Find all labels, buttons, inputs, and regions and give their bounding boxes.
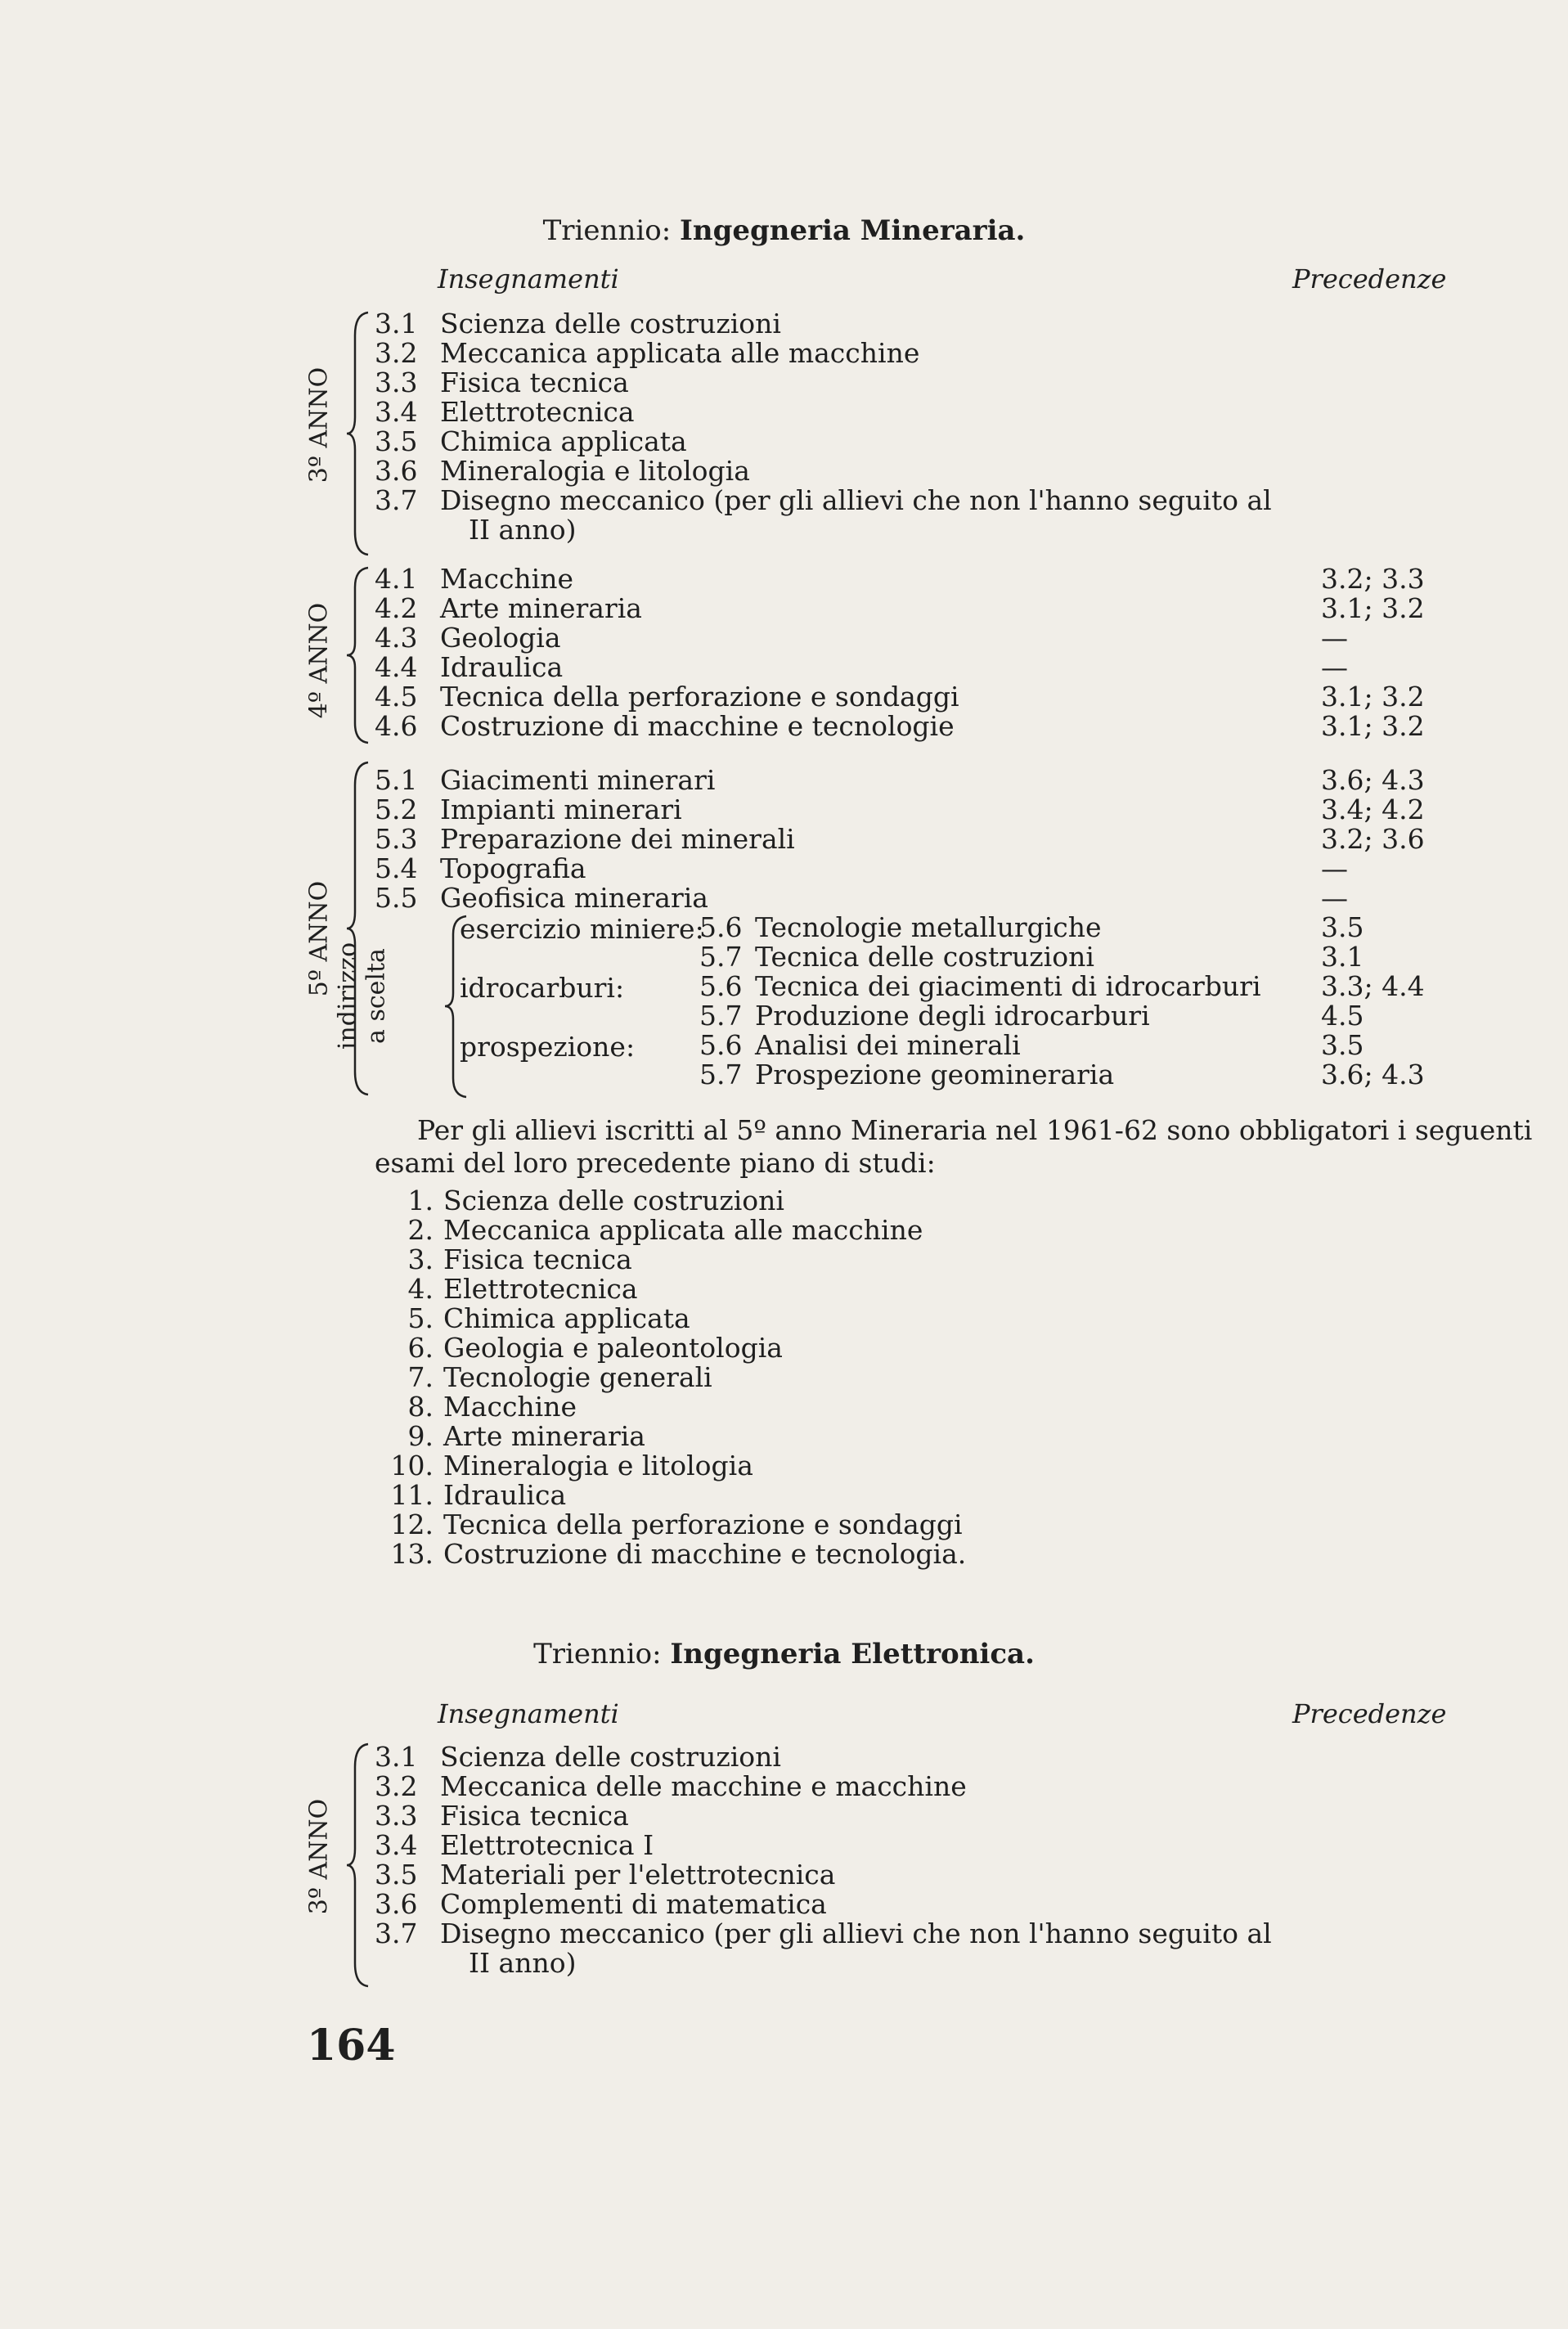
list-item: 8. Macchine: [407, 1391, 577, 1423]
prerequisite: —: [1321, 882, 1348, 914]
section1-year4-label: 4º ANNO: [304, 602, 334, 719]
prerequisite: 3.1: [1321, 941, 1364, 973]
section2-year3-brace: [344, 1742, 376, 1988]
page-number: 164: [307, 2021, 396, 2070]
list-item: 11. Idraulica: [390, 1479, 567, 1511]
prerequisite: 3.3; 4.4: [1321, 970, 1425, 1002]
section2-year3-label: 3º ANNO: [304, 1798, 334, 1915]
list-item: 5. Chimica applicata: [407, 1302, 690, 1334]
indirizzo-prospezione-label: prospezione:: [460, 1031, 636, 1063]
section2-title: [0, 1638, 1568, 1670]
section1-col-insegnamenti: Insegnamenti: [438, 263, 619, 294]
section2-col-precedenze: Precedenze: [1292, 1698, 1447, 1729]
list-item: 1. Scienza delle costruzioni: [407, 1185, 784, 1216]
section1-title-bold: Ingegneria Mineraria.: [679, 214, 1026, 247]
prerequisite: 3.5: [1321, 1029, 1364, 1061]
list-item: 12. Tecnica della perforazione e sondaggi: [390, 1508, 963, 1540]
prerequisite: 3.1; 3.2: [1321, 681, 1425, 713]
list-item: 7. Tecnologie generali: [407, 1361, 712, 1393]
list-item: 6. Geologia e paleontologia: [407, 1332, 783, 1364]
prerequisite: 3.1; 3.2: [1321, 710, 1425, 742]
section2-title-bold: Ingegneria Elettronica.: [670, 1638, 1035, 1670]
prerequisite: —: [1321, 622, 1348, 654]
prerequisite: 3.4; 4.2: [1321, 794, 1425, 825]
section1-title: [0, 214, 1568, 247]
list-item: 9. Arte mineraria: [407, 1420, 645, 1452]
prerequisite: 3.5: [1321, 911, 1364, 943]
section1-year5-brace: [344, 761, 376, 1096]
scelta-label: a scelta: [362, 948, 391, 1044]
list-item: 3. Fisica tecnica: [407, 1243, 632, 1275]
prerequisite: 3.6; 4.3: [1321, 1059, 1425, 1090]
list-item: 4. Elettrotecnica: [407, 1273, 638, 1305]
prerequisite: 3.2; 3.3: [1321, 563, 1425, 595]
list-item: 2. Meccanica applicata alle macchine: [407, 1214, 923, 1246]
prerequisite: 3.1; 3.2: [1321, 592, 1425, 624]
indirizzo-esercizio-label: esercizio miniere:: [460, 913, 704, 945]
indirizzo-idrocarburi-label: idrocarburi:: [460, 972, 625, 1004]
section1-year5-label: 5º ANNO: [304, 880, 334, 997]
paragraph-line2: esami del loro precedente piano di studi:: [375, 1147, 936, 1179]
prerequisite: —: [1321, 651, 1348, 683]
section2-col-insegnamenti: Insegnamenti: [438, 1698, 619, 1729]
prerequisite: —: [1321, 852, 1348, 884]
section1-title-prefix: Triennio:: [542, 214, 680, 247]
indirizzo-label: indirizzo: [333, 942, 362, 1050]
prerequisite: 3.2; 3.6: [1321, 823, 1425, 855]
prerequisite: 4.5: [1321, 1000, 1364, 1032]
page: Triennio: Ingegneria Mineraria. Insegnamenti Precedenze 3º ANNO 4º ANNO 5º ANNO indirizzo a scelta 3.1 Scienza delle costruzioni 3.2 Meccanica applicata alle macchine 3.3 Fisica tecnica 3.4 Elettrotecnica 3.5 Chimica applicata 3.6 Mineralogia e litologia 3.7 Disegno meccanico (per gli allievi che non l'hanno seguito al II anno) 4.1 Macchine 3.2; 3.3 4.2 Arte mineraria 3.1; 3.2 4.3 Geologia — 4.4 Idraulica — 4.5 Tecnica della perforazione e sondaggi 3.1; 3.2 4.6 Costruzione di macchine e tecnologie 3.1; 3.2 5.1 Giacimenti minerari 3.6; 4.3 5.2 Impianti minerari 3.4; 4.2 5.3 Preparazione dei minerali 3.2; 3.6 5.4 Topografia — 5.5 Geofisica mineraria — esercizio miniere: 5.6 Tecnologie metallurgiche 3.5 5.7 Tecnica delle costruzioni 3.1 idrocarburi: 5.6 Tecnica dei giacimenti di idrocarburi 3.3; 4.4 5.7 Produzione degli idrocarburi 4.5 prospezione: 5.6 Analisi dei minerali 3.5 5.7 Prospezione geomineraria 3.6; 4.3 Per gli allievi iscritti al 5º anno Mineraria nel 1961-62 sono obbligatori i seguenti esami del loro precedente piano di studi: 1. Scienza delle costruzioni 2. Meccanica applicata alle macchine 3. Fisica tecnica 4. Elettrotecnica 5. Chimica applicata 6. Geologia e paleontologia 7. Tecnologie generali 8. Macchine 9. Arte mineraria 10. Mineralogia e litologia 11. Idraulica 12. Tecnica della perforazione e sondaggi 13. Costruzione di macchine e tecnologia. Triennio: Ingegneria Elettronica. Insegnamenti Precedenze 3º ANNO 3.1 Scienza delle costruzioni 3.2 Meccanica delle macchine e macchine 3.3 Fisica tecnica 3.4 Elettrotecnica I 3.5 Materiali per l'elettrotecnica 3.6 Complementi di matematica 3.7 Disegno meccanico (per gli allievi che non l'hanno seguito al II anno) 164: [0, 0, 1568, 2329]
prerequisite: 3.6; 4.3: [1321, 764, 1425, 796]
section2-title-prefix: Triennio:: [533, 1638, 671, 1670]
list-item: 13. Costruzione di macchine e tecnologia.: [390, 1538, 967, 1570]
list-item: 10. Mineralogia e litologia: [390, 1450, 753, 1481]
section1-col-precedenze: Precedenze: [1292, 263, 1447, 294]
section1-year3-label: 3º ANNO: [304, 366, 334, 483]
section1-year3-brace: [344, 311, 376, 556]
section1-year4-brace: [344, 566, 376, 744]
paragraph-line1: Per gli allievi iscritti al 5º anno Mineraria nel 1961-62 sono obbligatori i seguenti: [417, 1114, 1533, 1146]
